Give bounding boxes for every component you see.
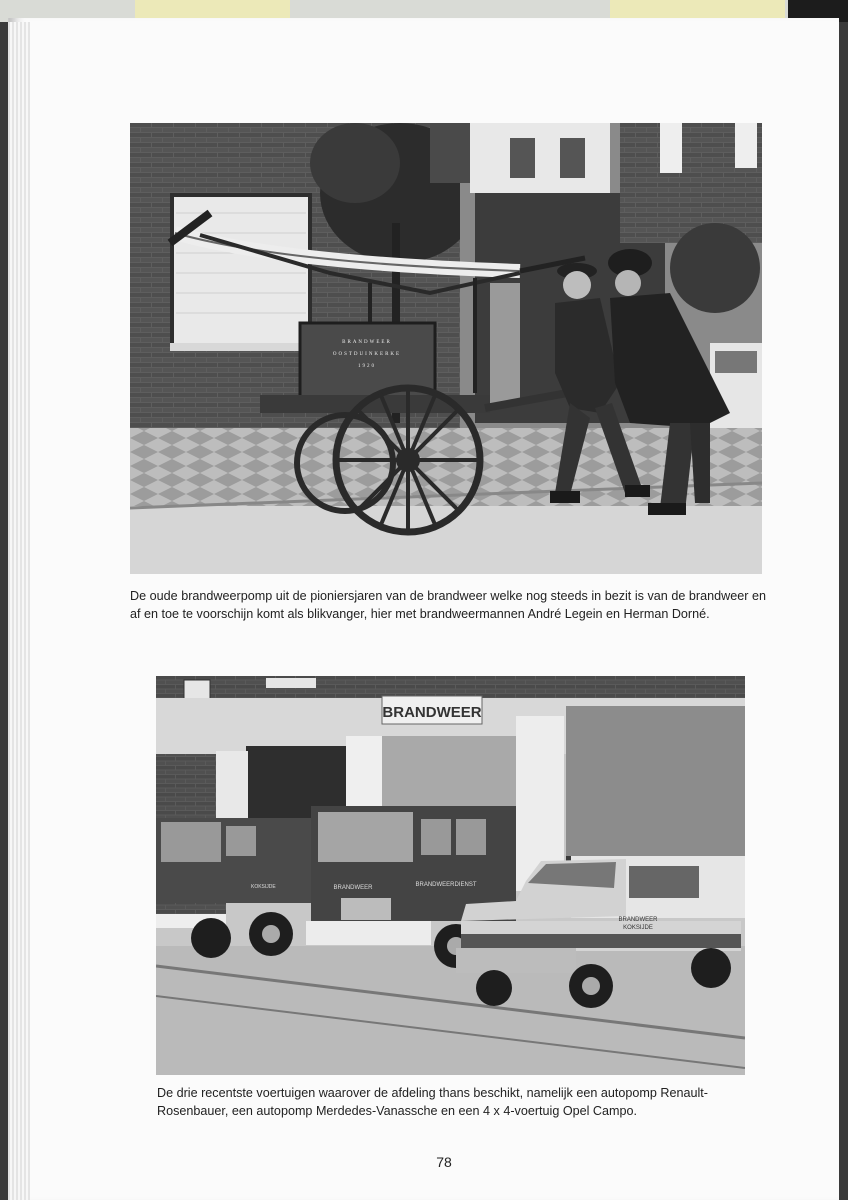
crate-label-line: OOSTDUINKERKE bbox=[332, 352, 402, 357]
tape-strip bbox=[610, 0, 785, 20]
caption-old-fire-pump: De oude brandweerpomp uit de pioniersjaren van de brandweer welke nog steeds in bezit is van de brandweer en af en toe te voorschijn komt als blikvanger, hier met brandweermannen André Legein en Herman Dorné. bbox=[130, 589, 766, 621]
truck-label: KOKSIJDE bbox=[251, 884, 276, 890]
photo-fire-station-vehicles bbox=[156, 676, 745, 1075]
page-stack-edge bbox=[8, 22, 30, 1200]
truck-label: BRANDWEERDIENST bbox=[415, 882, 477, 888]
truck-label: BRANDWEER bbox=[333, 885, 373, 891]
photo-old-fire-pump bbox=[130, 123, 762, 574]
caption-fire-station-vehicles: De drie recentste voertuigen waarover de afdeling thans beschikt, namelijk een autopomp Renault-Rosenbauer, een autopomp Merdedes-Vanassche en een 4 x 4-voertuig Opel Campo. bbox=[157, 1086, 708, 1118]
crate-label-line: BRANDWEER bbox=[342, 340, 392, 345]
photo-fire-station-vehicles-drawing bbox=[156, 676, 745, 1075]
building-sign: BRANDWEER bbox=[382, 704, 482, 721]
photo-old-fire-pump-drawing bbox=[130, 123, 762, 574]
page-number: 78 bbox=[436, 1154, 452, 1170]
truck-label: KOKSIJDE bbox=[623, 925, 653, 931]
tape-strip bbox=[135, 0, 290, 20]
truck-label: BRANDWEER bbox=[618, 917, 658, 923]
crate-label-line: 1920 bbox=[358, 364, 376, 369]
